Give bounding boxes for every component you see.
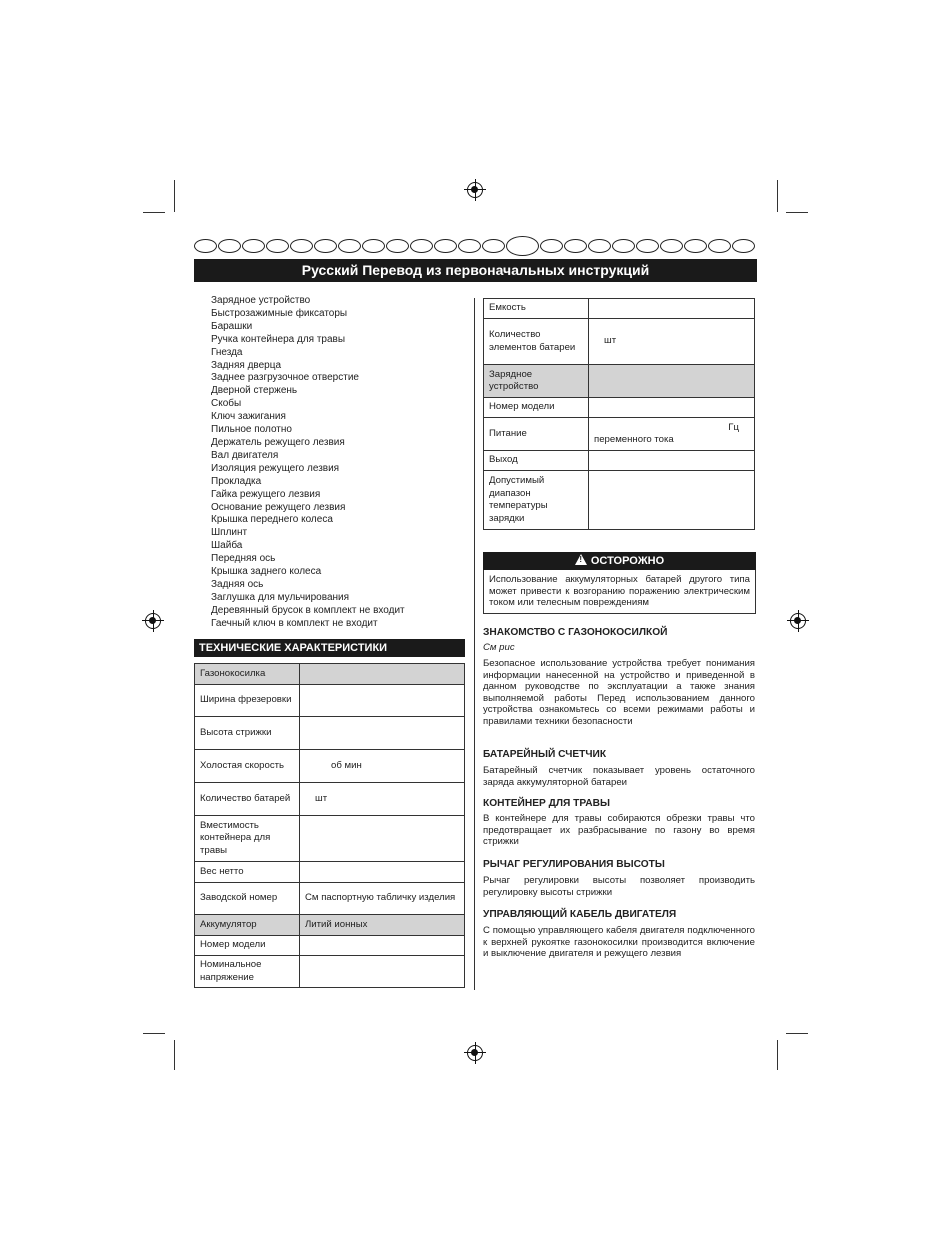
spec-label: Вес нетто [195, 862, 300, 883]
section-heading: КОНТЕЙНЕР ДЛЯ ТРАВЫ [483, 798, 610, 809]
section-heading: БАТАРЕЙНЫЙ СЧЕТЧИК [483, 749, 607, 760]
language-tab [540, 239, 563, 253]
section-subline: См рис [483, 642, 515, 653]
crop-mark [143, 1033, 165, 1034]
spec-row [484, 299, 755, 319]
parts-list-item: Пильное полотно [211, 424, 292, 436]
section-heading: РЫЧАГ РЕГУЛИРОВАНИЯ ВЫСОТЫ [483, 859, 665, 870]
spec-label: Питание [484, 418, 589, 451]
parts-list-item: Основание режущего лезвия [211, 501, 346, 513]
parts-list-item: Гнезда [211, 346, 243, 358]
crop-mark [777, 1040, 778, 1070]
spec-row [195, 783, 465, 816]
language-tab [362, 239, 385, 253]
warning-text: Использование аккумуляторных батарей другого типа может привести к возгоранию поражению электрическим током или телесным повреждениям [483, 570, 756, 614]
battery-specs-table [483, 298, 755, 530]
parts-list-item: Ручка контейнера для травы [211, 333, 346, 345]
spec-value-cell [300, 915, 465, 936]
language-tab [482, 239, 505, 253]
parts-list-item: Гайка режущего лезвия [211, 488, 321, 500]
language-tab [338, 239, 361, 253]
crop-mark [777, 180, 778, 212]
spec-label: Зарядное устройство [484, 365, 589, 398]
language-tab [684, 239, 707, 253]
language-tab [410, 239, 433, 253]
language-tab [266, 239, 289, 253]
parts-list-item: Крышка заднего колеса [211, 566, 322, 578]
spec-row [484, 471, 755, 530]
parts-list-item: Вал двигателя [211, 449, 279, 461]
spec-value-cell [589, 398, 755, 418]
parts-list-item: Держатель режущего лезвия [211, 436, 345, 448]
language-tab [434, 239, 457, 253]
spec-row [484, 418, 755, 451]
spec-row [195, 915, 465, 936]
spec-row [484, 365, 755, 398]
parts-list-item: Изоляция режущего лезвия [211, 462, 340, 474]
parts-list-item: Шайба [211, 540, 243, 552]
crop-mark [174, 180, 175, 212]
warning-heading: ОСТОРОЖНО [590, 555, 665, 567]
registration-mark-icon [790, 613, 806, 629]
parts-list-item: Передняя ось [211, 553, 276, 565]
parts-list-item: Скобы [211, 398, 242, 410]
spec-value: Литий ионных [305, 918, 368, 930]
parts-list-item: Прокладка [211, 475, 262, 487]
parts-list-item: Задняя дверца [211, 359, 282, 371]
registration-mark-icon [467, 182, 483, 198]
language-tab [458, 239, 481, 253]
spec-value: См паспортную табличку изделия [305, 892, 456, 904]
spec-label: Аккумулятор [195, 915, 300, 936]
spec-label: Емкость [484, 299, 589, 319]
spec-label: Количество батарей [195, 783, 300, 816]
spec-value-cell [589, 319, 755, 365]
parts-list-item: Деревянный брусок в комплект не входит [211, 604, 405, 616]
spec-row [195, 956, 465, 988]
spec-value-cell [300, 717, 465, 750]
language-tab [732, 239, 755, 253]
spec-value-cell [300, 862, 465, 883]
spec-value-cell [300, 816, 465, 862]
column-divider [474, 298, 475, 990]
spec-value-cell [300, 783, 465, 816]
parts-list-item: Быстрозажимные фиксаторы [211, 307, 348, 319]
spec-value-cell [300, 956, 465, 988]
language-tab [290, 239, 313, 253]
spec-label: Допустимый диапазон температуры зарядки [484, 471, 589, 530]
spec-value-cell [300, 750, 465, 783]
spec-row [484, 319, 755, 365]
spec-row [195, 862, 465, 883]
tech-specs-table [194, 663, 465, 988]
spec-value: переменного тока [594, 434, 674, 445]
parts-list-item: Барашки [211, 320, 253, 332]
spec-value-cell [589, 299, 755, 319]
spec-row [195, 750, 465, 783]
spec-label: Заводской номер [195, 883, 300, 915]
spec-label: Номер модели [195, 936, 300, 956]
spec-label: Номинальное напряжение [195, 956, 300, 988]
language-tab [218, 239, 241, 253]
parts-list-item: Заглушка для мульчирования [211, 591, 350, 603]
language-tab [194, 239, 217, 253]
parts-list-item: Задняя ось [211, 578, 264, 590]
warning-triangle-icon: ! [575, 554, 587, 565]
spec-label: Высота стрижки [195, 717, 300, 750]
spec-label: Газонокосилка [195, 664, 300, 685]
spec-label: Номер модели [484, 398, 589, 418]
spec-row [195, 883, 465, 915]
spec-value-cell [300, 664, 465, 685]
spec-label: Количество элементов батареи [484, 319, 589, 365]
warning-heading-bar [483, 552, 756, 570]
crop-mark [143, 212, 165, 213]
language-tab [612, 239, 635, 253]
section-heading: УПРАВЛЯЮЩИЙ КАБЕЛЬ ДВИГАТЕЛЯ [483, 909, 677, 920]
spec-value: шт [315, 792, 328, 804]
language-tab [588, 239, 611, 253]
registration-mark-icon [467, 1045, 483, 1061]
parts-list-item: Крышка переднего колеса [211, 514, 333, 526]
section-text: Рычаг регулировки высоты позволяет производить регулировку высоты стрижки [483, 875, 755, 898]
section-heading: ЗНАКОМСТВО С ГАЗОНОКОСИЛКОЙ [483, 627, 668, 638]
spec-value-cell [589, 365, 755, 398]
language-tab [242, 239, 265, 253]
spec-label: Холостая скорость [195, 750, 300, 783]
spec-row [195, 664, 465, 685]
parts-list-item: Заднее разгрузочное отверстие [211, 372, 359, 384]
language-tab [386, 239, 409, 253]
language-tab [314, 239, 337, 253]
language-tab [506, 236, 539, 256]
language-tabs [194, 236, 757, 256]
spec-value-cell [589, 471, 755, 530]
parts-list-item: Зарядное устройство [211, 295, 311, 306]
spec-value-cell [300, 685, 465, 717]
crop-mark [786, 212, 808, 213]
parts-list-item: Шплинт [211, 527, 248, 539]
spec-row [195, 816, 465, 862]
parts-list [211, 295, 405, 631]
parts-list-item: Гаечный ключ в комплект не входит [211, 617, 378, 629]
section-text: Батарейный счетчик показывает уровень остаточного заряда аккумуляторной батареи [483, 765, 755, 788]
spec-row [195, 717, 465, 750]
parts-list-item: Ключ зажигания [211, 411, 286, 423]
spec-value-cell [589, 451, 755, 471]
spec-row [484, 451, 755, 471]
language-tab [636, 239, 659, 253]
crop-mark [174, 1040, 175, 1070]
spec-value-cell [300, 883, 465, 915]
spec-value: об мин [331, 759, 362, 771]
section-text: С помощью управляющего кабеля двигателя подключенного к верхней рукоятке газонокосилки производится включение и выключение двигателя и режущего лезвия [483, 925, 755, 960]
language-tab [660, 239, 683, 253]
page-title: Русский Перевод из первоначальных инструкций [194, 259, 757, 282]
spec-row [195, 936, 465, 956]
tech-specs-heading: ТЕХНИЧЕСКИЕ ХАРАКТЕРИСТИКИ [194, 639, 465, 657]
spec-label: Выход [484, 451, 589, 471]
crop-mark [786, 1033, 808, 1034]
language-tab [564, 239, 587, 253]
spec-label: Вместимость контейнера для травы [195, 816, 300, 862]
section-text: В контейнере для травы собираются обрезки травы что предотвращает их разбрасывание по газону во время стрижки [483, 813, 755, 848]
parts-list-item: Дверной стержень [211, 385, 298, 397]
spec-value-cell [589, 418, 755, 451]
spec-row [195, 685, 465, 717]
spec-row [484, 398, 755, 418]
registration-mark-icon [145, 613, 161, 629]
section-text: Безопасное использование устройства требует понимания информации нанесенной на устройство и приведенной в данном руководстве по эксплуатации а также знания выполняемой работы Перед использованием данного устройства ознакомьтесь со всеми режимами работы и правилами техники безопасности [483, 658, 755, 727]
spec-value: шт [604, 335, 617, 347]
spec-value-unit: Гц [728, 421, 739, 433]
spec-label: Ширина фрезеровки [195, 685, 300, 717]
spec-value-cell [300, 936, 465, 956]
language-tab [708, 239, 731, 253]
